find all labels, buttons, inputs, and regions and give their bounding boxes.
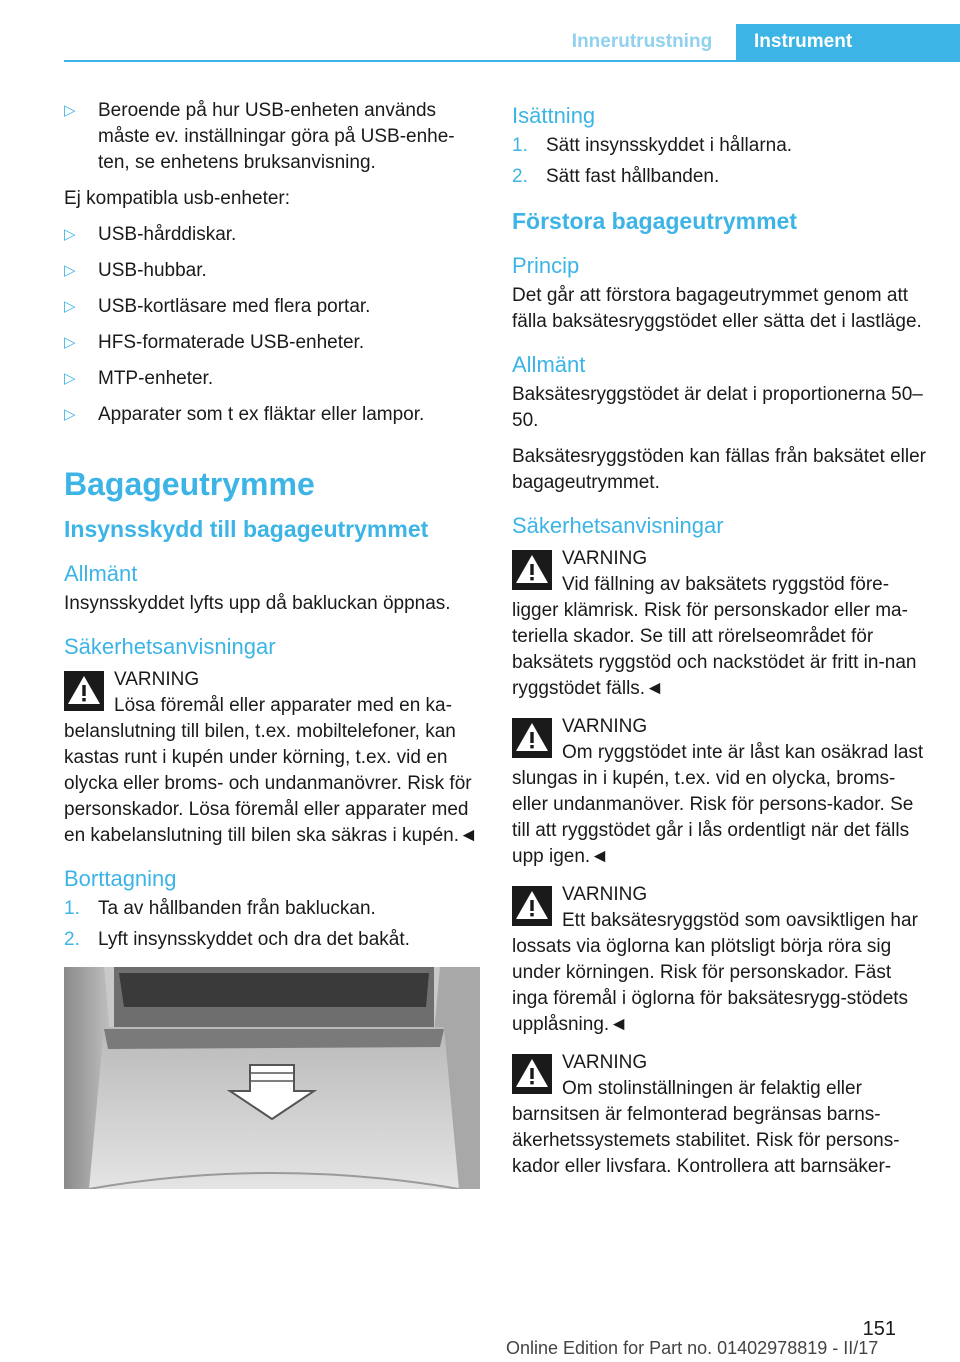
list-item: ▷ Apparater som t ex fläktar eller lampor. — [64, 402, 480, 428]
warning-text: Lösa föremål eller apparater med en ka-belanslutning till bilen, t.ex. mobiltelefoner, kan kastas runt i kupén under körning, t.ex. vid en olycka eller broms- och undanmanövrer. Risk för personskador. Lösa föremål eller apparater med en kabelanslutning till bilen ska säkras i kupén.◄ — [64, 695, 478, 846]
list-item: 1. Ta av hållbanden från bakluckan. — [64, 898, 376, 919]
warning-text: Ett baksätesryggstöd som oavsiktligen har lossats via öglorna kan plötsligt börja röra sig under körningen. Risk för personskador. Fäst inga föremål i öglorna för baksätesrygg-stödets upplåsning.◄ — [512, 910, 918, 1035]
header-tab-innerutrustning[interactable]: Innerutrustning — [571, 31, 713, 52]
triangle-bullet-icon: ▷ — [64, 298, 76, 315]
list-item: 1. Sätt insynsskyddet i hållarna. — [512, 135, 793, 156]
enlarge-heading: Förstora bagageutrymmet — [512, 208, 798, 234]
header-rule — [64, 60, 960, 62]
safety-heading: Säkerhetsanvisningar — [64, 634, 276, 659]
triangle-bullet-icon: ▷ — [64, 102, 76, 119]
warning-text: Om stolinställningen är felaktig eller barnsitsen är felmonterad begränsas barns-äkerhetssystemets stabilitet. Risk för persons-kador eller livsfara. Kontrollera att barnsäker- — [512, 1078, 900, 1177]
list-item: ▷ HFS-formaterade USB-enheter. — [64, 330, 480, 356]
warning-title: VARNING — [562, 548, 648, 569]
list-item: ▷ USB-kortläsare med flera portar. — [64, 294, 480, 320]
removal-heading: Borttagning — [64, 866, 177, 891]
section-title: Bagageutrymme — [64, 466, 315, 502]
general-heading: Allmänt — [512, 352, 586, 377]
general-text: Baksätesryggstöden kan fällas från baksätet eller bagageutrymmet. — [512, 446, 927, 493]
warning-icon — [64, 671, 104, 711]
principle-text: Det går att förstora bagageutrymmet genom att fälla baksätesryggstödet eller sätta det i lastläge. — [512, 285, 922, 332]
header-tab-instrument[interactable]: Instrument — [736, 24, 960, 60]
page-number: 151 — [862, 1318, 896, 1340]
general-heading: Allmänt — [64, 561, 138, 586]
triangle-bullet-icon: ▷ — [64, 406, 76, 423]
warning-icon — [512, 550, 552, 590]
edition-footer: Online Edition for Part no. 01402978819 - II/17 — [506, 1338, 879, 1358]
warning-title: VARNING — [562, 716, 648, 737]
right-column — [512, 98, 928, 1192]
incompatible-label: Ej kompatibla usb-enheter: — [64, 188, 291, 209]
general-text: Baksätesryggstödet är delat i proportionerna 50–50. — [512, 384, 923, 431]
safety-heading: Säkerhetsanvisningar — [512, 513, 724, 538]
subsection-title: Insynsskydd till bagageutrymmet — [64, 516, 429, 542]
list-item: ▷ USB-hubbar. — [64, 258, 480, 284]
warning-icon — [512, 886, 552, 926]
warning-title: VARNING — [114, 669, 200, 690]
warning-icon — [512, 718, 552, 758]
principle-heading: Princip — [512, 253, 580, 278]
warning-block — [64, 667, 480, 849]
list-item: ▷ MTP-enheter. — [64, 366, 480, 392]
warning-title: VARNING — [562, 1052, 648, 1073]
warning-title: VARNING — [562, 884, 648, 905]
list-item: 2. Lyft insynsskyddet och dra det bakåt. — [64, 929, 410, 950]
triangle-bullet-icon: ▷ — [64, 262, 76, 279]
warning-text: Vid fällning av baksätets ryggstöd före-ligger klämrisk. Risk för personskador eller ma-teriella skador. Se till att rörelseområdet för baksätets ryggstöd och nackstödet är fritt in-nan ryggstödet fälls.◄ — [512, 574, 917, 699]
warning-text: Om ryggstödet inte är låst kan osäkrad last slungas in i kupén, t.ex. vid en olycka, broms- eller undanmanöver. Risk för persons-kador. Se till att ryggstödet går i lås ordentligt när det fälls upp igen.◄ — [512, 742, 924, 867]
list-item: ▷ Beroende på hur USB-enheten används måste ev. inställningar göra på USB-enhe-ten, se enhetens bruksanvisning. — [64, 100, 455, 173]
general-text: Insynsskyddet lyfts upp då bakluckan öppnas. — [64, 593, 451, 614]
triangle-bullet-icon: ▷ — [64, 334, 76, 351]
list-item: 2. Sätt fast hållbanden. — [512, 166, 720, 187]
insert-heading: Isättning — [512, 103, 596, 128]
warning-block — [512, 546, 928, 702]
list-item: ▷ USB-hårddiskar. — [64, 222, 480, 248]
warning-block — [512, 882, 928, 1038]
warning-block — [512, 1050, 928, 1180]
left-column — [64, 98, 480, 1189]
triangle-bullet-icon: ▷ — [64, 226, 76, 243]
trunk-cover-photo — [64, 967, 480, 1189]
warning-icon — [512, 1054, 552, 1094]
warning-block — [512, 714, 928, 870]
triangle-bullet-icon: ▷ — [64, 370, 76, 387]
